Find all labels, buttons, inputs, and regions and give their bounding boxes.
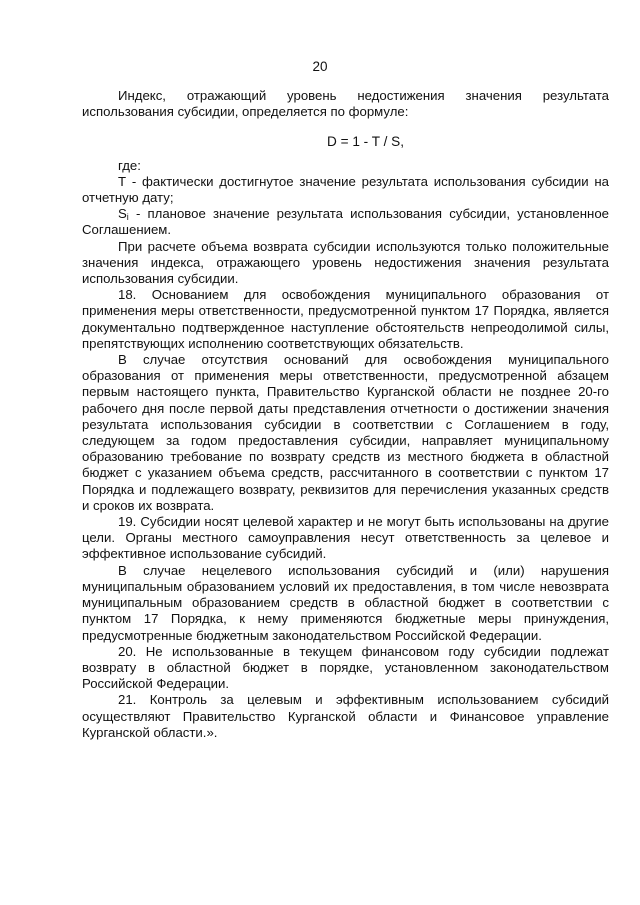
- paragraph-s-definition: [82, 206, 609, 238]
- s-subscript: i: [126, 212, 129, 223]
- s-definition-text: - плановое значение результата использования субсидии, установленное Соглашением.: [82, 206, 609, 238]
- document-body: [82, 88, 609, 741]
- paragraph-t-definition: Т - фактически достигнутое значение результата использования субсидии на отчетную дату;: [82, 173, 609, 206]
- s-symbol: S: [118, 206, 127, 222]
- paragraph-positive-values: При расчете объема возврата субсидии используются только положительные значения индекса, отражающего уровень недостижения значения результата использования субсидии.: [82, 238, 609, 287]
- page-number: 20: [312, 59, 328, 74]
- paragraph-where: где:: [118, 157, 141, 173]
- paragraph-20: 20. Не использованные в текущем финансовом году субсидии подлежат возврату в областной бюджет в порядке, установленном законодательством Российской Федерации.: [82, 643, 609, 692]
- formula: D = 1 - T / S,: [327, 134, 404, 150]
- paragraph-21: 21. Контроль за целевым и эффективным использованием субсидий осуществляют Правительство Курганской области и Финансовое управление Курганской области.».: [82, 692, 609, 740]
- paragraph-18-continued: В случае отсутствия оснований для освобождения муниципального образования от применения меры ответственности, предусмотренной абзацем первым настоящего пункта, Правительство Курганской области не позднее 20-го рабочего дня после первой даты представления отчетности о достижении значения результата использования субсидии в соответствии с Соглашением в году, следующем за годом предоставления субсидии, направляет муниципальному образованию требование по возврату средств из местного бюджета в областной бюджет с указанием объема средств, рассчитанного в соответствии с пунктом 17 Порядка и подлежащего возврату, реквизитов для перечисления указанных средств и сроков их возврата.: [82, 352, 609, 513]
- paragraph-19: 19. Субсидии носят целевой характер и не могут быть использованы на другие цели. Органы местного самоуправления несут ответственность за целевое и эффективное использование субсидий.: [82, 514, 609, 562]
- paragraph-index-definition: Индекс, отражающий уровень недостижения значения результата использования субсидии, определяется по формуле:: [82, 88, 609, 120]
- paragraph-18: 18. Основанием для освобождения муниципального образования от применения меры ответственности, предусмотренной пунктом 17 Порядка, является документально подтвержденное наступление обстоятельств непреодолимой силы, препятствующих исполнению соответствующих обязательств.: [82, 287, 609, 351]
- paragraph-19-continued: В случае нецелевого использования субсидий и (или) нарушения муниципальным образованием условий их предоставления, в том числе невозврата муниципальным образованием средств в областной бюджет в соответствии с пунктом 17 Порядка, к нему применяются бюджетные меры принуждения, предусмотренные бюджетным законодательством Российской Федерации.: [82, 562, 609, 643]
